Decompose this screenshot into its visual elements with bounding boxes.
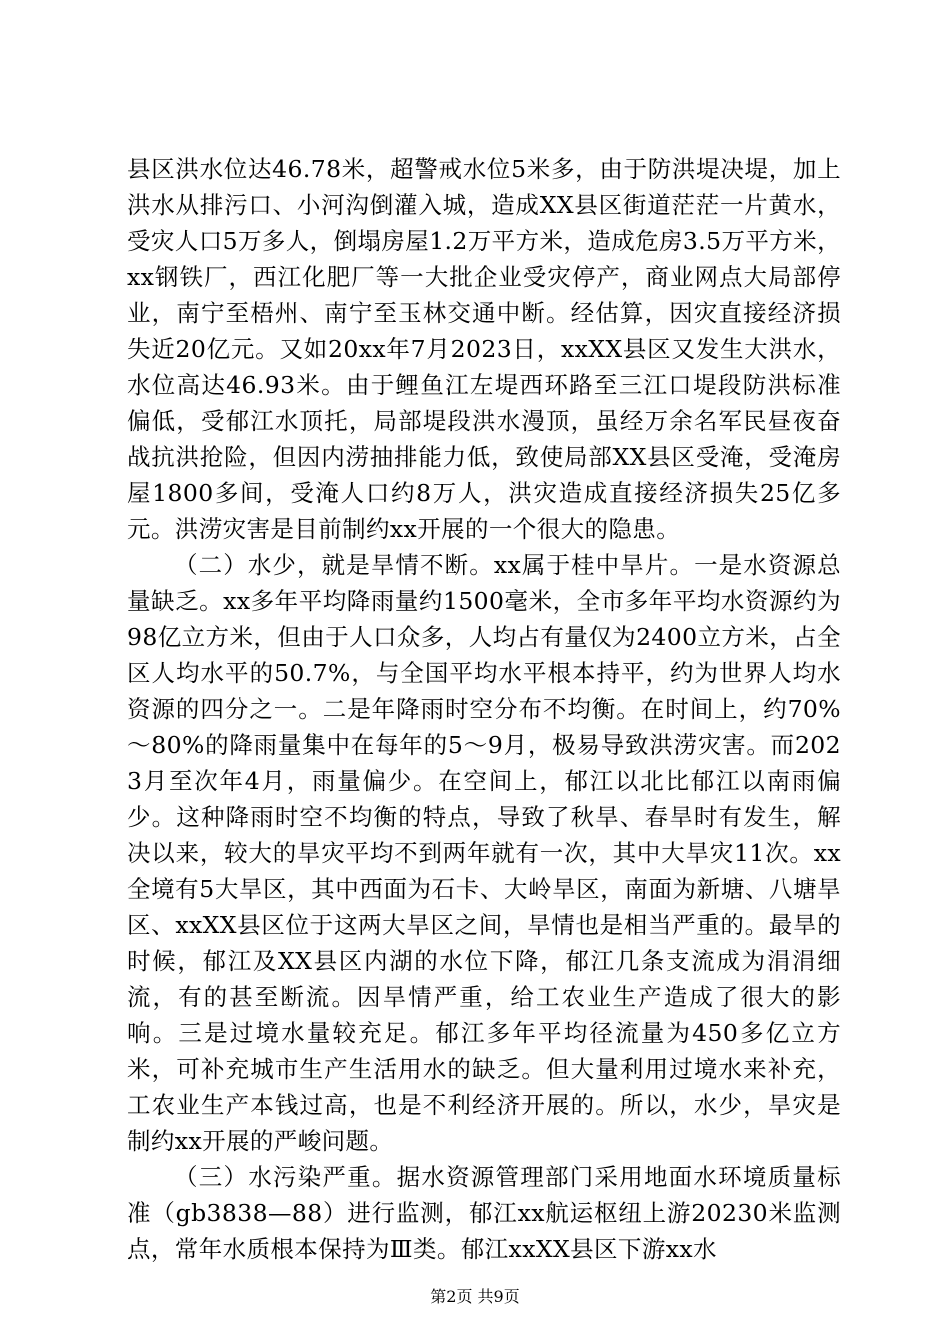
paragraph-drought: （二）水少，就是旱情不断。xx属于桂中旱片。一是水资源总量缺乏。xx多年平均降雨量约1500毫米，全市多年平均水资源约为98亿立方米，但由于人口众多，人均占有量仅为2400立方米，占全区人均水平的50.7%，与全国平均水平根本持平，约为世界人均水资源的四分之一。二是年降雨时空分布不均衡。在时间上，约70%～80%的降雨量集中在每年的5～9月，极易导致洪涝灾害。而2023月至次年4月，雨量偏少。在空间上，郁江以北比郁江以南雨偏少。这种降雨时空不均衡的特点，导致了秋旱、春旱时有发生，解决以来，较大的旱灾平均不到两年就有一次，其中大旱灾11次。xx全境有5大旱区，其中西面为石卡、大岭旱区，南面为新塘、八塘旱区、xxXX县区位于这两大旱区之间，旱情也是相当严重的。最旱的时候，郁江及XX县区内湖的水位下降，郁江几条支流成为涓涓细流，有的甚至断流。因旱情严重，给工农业生产造成了很大的影响。三是过境水量较充足。郁江多年平均径流量为450多亿立方米，可补充城市生产生活用水的缺乏。但大量利用过境水来补充，工农业生产本钱过高，也是不利经济开展的。所以，水少，旱灾是制约xx开展的严峻问题。: [127, 551, 841, 1155]
paragraph-water-pollution: （三）水污染严重。据水资源管理部门采用地面水环境质量标准（gb3838—88）进行监测，郁江xx航运枢纽上游20230米监测点，常年水质根本保持为Ⅲ类。郁江xxXX县区下游xx水: [127, 1163, 841, 1263]
page-number-footer: 第2页 共9页: [430, 1287, 520, 1306]
paragraph-flood-damage: 县区洪水位达46.78米，超警戒水位5米多，由于防洪堤决堤，加上洪水从排污口、小河沟倒灌入城，造成XX县区街道茫茫一片黄水，受灾人口5万多人，倒塌房屋1.2万平方米，造成危房3.5万平方米，xx钢铁厂，西江化肥厂等一大批企业受灾停产，商业网点大局部停业，南宁至梧州、南宁至玉林交通中断。经估算，因灾直接经济损失近20亿元。又如20xx年7月2023日，xxXX县区又发生大洪水，水位高达46.93米。由于鲤鱼江左堤西环路至三江口堤段防洪标准偏低，受郁江水顶托，局部堤段洪水漫顶，虽经万余名军民昼夜奋战抗洪抢险，但因内涝抽排能力低，致使局部XX县区受淹，受淹房屋1800多间，受淹人口约8万人，洪灾造成直接经济损失25亿多元。洪涝灾害是目前制约xx开展的一个很大的隐患。: [127, 155, 841, 543]
document-body: [127, 151, 841, 1267]
